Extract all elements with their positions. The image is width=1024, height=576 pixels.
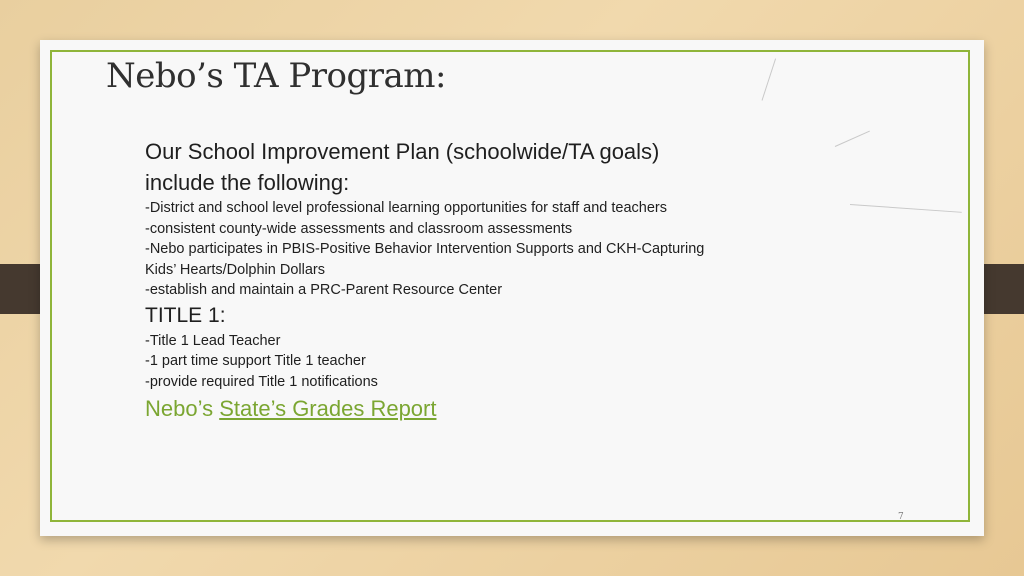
title1-bullet: -Title 1 Lead Teacher: [145, 332, 281, 349]
title1-bullet: -1 part time support Title 1 teacher: [145, 353, 366, 369]
title1-bullet: -provide required Title 1 notifications: [145, 373, 378, 390]
state-grades-report-link[interactable]: State’s Grades Report: [219, 396, 437, 421]
slide-content: [145, 136, 725, 426]
plan-bullet: -establish and maintain a PRC-Parent Resource Center: [145, 282, 503, 298]
page-number: 7: [898, 512, 904, 522]
title1-heading: TITLE 1:: [145, 303, 226, 327]
intro-text: Our School Improvement Plan (schoolwide/TA goals) include the following:: [145, 139, 660, 195]
plan-bullet: -consistent county-wide assessments and classroom assessments: [145, 220, 573, 237]
plan-bullet: -Nebo participates in PBIS-Positive Behavior Intervention Supports and CKH-Capturing Kids’ Hearts/Dolphin Dollars: [145, 241, 705, 278]
plan-bullet: -District and school level professional learning opportunities for staff and teachers: [145, 200, 668, 216]
slide-title: Nebo’s TA Program:: [106, 56, 446, 96]
grades-report-line: [145, 392, 725, 426]
link-prefix: Nebo’s: [145, 396, 214, 421]
